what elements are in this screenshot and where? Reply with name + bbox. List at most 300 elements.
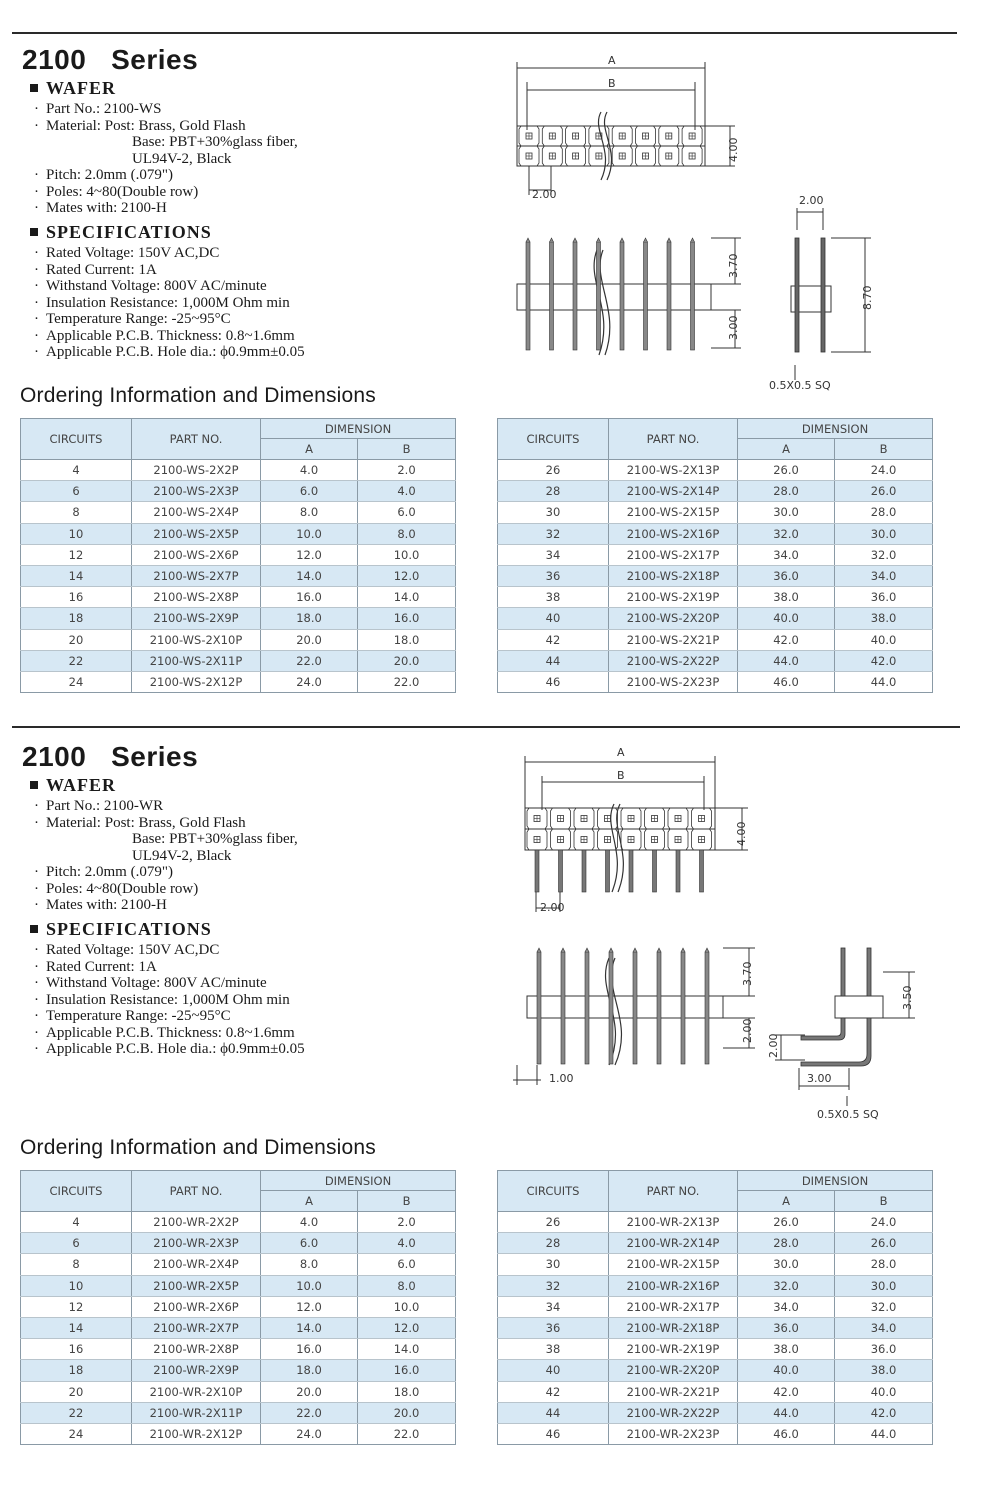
cell-b: 24.0 bbox=[835, 1212, 933, 1233]
cell-a: 16.0 bbox=[261, 1339, 358, 1360]
col-part-no: PART NO. bbox=[132, 1171, 261, 1212]
cell-circuits: 26 bbox=[498, 460, 609, 481]
dim-pitch-label: 2.00 bbox=[532, 188, 557, 201]
cell-b: 20.0 bbox=[358, 1402, 456, 1423]
cell-circuits: 32 bbox=[498, 523, 609, 544]
col-circuits: CIRCUITS bbox=[21, 419, 132, 460]
spec-item: · Applicable P.C.B. Thickness: 0.8~1.6mm bbox=[34, 327, 295, 344]
wafer-heading: WAFER bbox=[30, 775, 116, 796]
cell-part-no: 2100-WR-2X8P bbox=[132, 1339, 261, 1360]
wafer-item: · Pitch: 2.0mm (.079") bbox=[34, 864, 173, 880]
section-divider bbox=[12, 726, 960, 728]
ws-side-view-drawing bbox=[765, 190, 875, 395]
ordering-table-left bbox=[20, 1170, 456, 1445]
cell-a: 8.0 bbox=[261, 502, 358, 523]
table-row bbox=[498, 1402, 933, 1423]
cell-part-no: 2100-WR-2X5P bbox=[132, 1275, 261, 1296]
spec-item: · Temperature Range: -25~95°C bbox=[34, 1008, 231, 1024]
cell-part-no: 2100-WS-2X3P bbox=[132, 481, 261, 502]
cell-b: 4.0 bbox=[358, 1233, 456, 1254]
post-size-label: 0.5X0.5 SQ bbox=[817, 1108, 879, 1121]
col-b: B bbox=[835, 439, 933, 460]
specifications-list bbox=[34, 245, 305, 361]
cell-b: 10.0 bbox=[358, 1296, 456, 1317]
cell-part-no: 2100-WS-2X10P bbox=[132, 629, 261, 650]
ordering-title: Ordering Information and Dimensions bbox=[20, 384, 377, 407]
cell-a: 38.0 bbox=[738, 1339, 835, 1360]
cell-b: 10.0 bbox=[358, 544, 456, 565]
table-row bbox=[498, 587, 933, 608]
cell-a: 8.0 bbox=[261, 1254, 358, 1275]
wafer-item: · Mates with: 2100-H bbox=[34, 200, 167, 216]
table-row bbox=[498, 1212, 933, 1233]
cell-a: 44.0 bbox=[738, 1402, 835, 1423]
cell-circuits: 6 bbox=[21, 481, 132, 502]
cell-part-no: 2100-WR-2X9P bbox=[132, 1360, 261, 1381]
dim-offset-label: 1.00 bbox=[549, 1072, 574, 1085]
cell-b: 38.0 bbox=[835, 608, 933, 629]
cell-part-no: 2100-WR-2X6P bbox=[132, 1296, 261, 1317]
cell-circuits: 30 bbox=[498, 1254, 609, 1275]
cell-circuits: 42 bbox=[498, 629, 609, 650]
cell-a: 22.0 bbox=[261, 1402, 358, 1423]
cell-part-no: 2100-WR-2X13P bbox=[609, 1212, 738, 1233]
table-row bbox=[498, 460, 933, 481]
cell-circuits: 6 bbox=[21, 1233, 132, 1254]
table-row bbox=[498, 629, 933, 650]
dim-lower-label: 3.00 bbox=[727, 315, 740, 340]
col-a: A bbox=[738, 1191, 835, 1212]
cell-part-no: 2100-WS-2X21P bbox=[609, 629, 738, 650]
table-row bbox=[21, 460, 456, 481]
cell-a: 26.0 bbox=[738, 1212, 835, 1233]
table-row bbox=[498, 565, 933, 586]
cell-a: 20.0 bbox=[261, 1381, 358, 1402]
cell-part-no: 2100-WS-2X8P bbox=[132, 587, 261, 608]
dim-upper-label: 3.70 bbox=[741, 961, 754, 986]
table-row bbox=[21, 1233, 456, 1254]
cell-b: 14.0 bbox=[358, 1339, 456, 1360]
spec-item: · Insulation Resistance: 1,000M Ohm min bbox=[34, 294, 290, 311]
specifications-list bbox=[34, 942, 305, 1058]
square-bullet-icon bbox=[30, 925, 38, 933]
col-dimension: DIMENSION bbox=[738, 419, 933, 439]
table-row bbox=[21, 1381, 456, 1402]
table-row bbox=[498, 481, 933, 502]
cell-circuits: 14 bbox=[21, 565, 132, 586]
cell-part-no: 2100-WR-2X18P bbox=[609, 1317, 738, 1338]
spec-item: · Withstand Voltage: 800V AC/minute bbox=[34, 975, 267, 991]
table-row bbox=[21, 587, 456, 608]
side-height-label: 3.50 bbox=[901, 985, 914, 1010]
cell-a: 36.0 bbox=[738, 1317, 835, 1338]
cell-circuits: 42 bbox=[498, 1381, 609, 1402]
table-row bbox=[21, 1254, 456, 1275]
wafer-item: Base: PBT+30%glass fiber, bbox=[132, 134, 298, 150]
cell-b: 6.0 bbox=[358, 1254, 456, 1275]
cell-circuits: 12 bbox=[21, 1296, 132, 1317]
table-row bbox=[21, 1360, 456, 1381]
cell-part-no: 2100-WS-2X14P bbox=[609, 481, 738, 502]
ordering-table-right bbox=[497, 1170, 933, 1445]
cell-circuits: 10 bbox=[21, 1275, 132, 1296]
cell-part-no: 2100-WS-2X18P bbox=[609, 565, 738, 586]
table-row bbox=[21, 629, 456, 650]
spec-item: · Rated Voltage: 150V AC,DC bbox=[34, 245, 220, 261]
cell-circuits: 34 bbox=[498, 544, 609, 565]
cell-a: 38.0 bbox=[738, 587, 835, 608]
cell-part-no: 2100-WS-2X4P bbox=[132, 502, 261, 523]
table-row bbox=[21, 481, 456, 502]
cell-b: 40.0 bbox=[835, 1381, 933, 1402]
cell-b: 34.0 bbox=[835, 565, 933, 586]
col-dimension: DIMENSION bbox=[261, 1171, 456, 1191]
square-bullet-icon bbox=[30, 84, 38, 92]
cell-a: 6.0 bbox=[261, 1233, 358, 1254]
cell-a: 16.0 bbox=[261, 587, 358, 608]
cell-a: 28.0 bbox=[738, 481, 835, 502]
cell-a: 14.0 bbox=[261, 565, 358, 586]
ordering-table-right bbox=[497, 418, 933, 693]
cell-b: 26.0 bbox=[835, 1233, 933, 1254]
table-row bbox=[498, 1317, 933, 1338]
cell-b: 16.0 bbox=[358, 1360, 456, 1381]
ordering-title: Ordering Information and Dimensions bbox=[20, 1136, 377, 1159]
cell-circuits: 4 bbox=[21, 460, 132, 481]
spec-item: · Applicable P.C.B. Hole dia.: ϕ0.9mm±0.05 bbox=[34, 344, 305, 360]
cell-circuits: 8 bbox=[21, 1254, 132, 1275]
spec-item: · Applicable P.C.B. Thickness: 0.8~1.6mm bbox=[34, 1024, 295, 1041]
cell-b: 44.0 bbox=[835, 671, 933, 692]
cell-b: 32.0 bbox=[835, 544, 933, 565]
side-length-label: 3.00 bbox=[807, 1072, 832, 1085]
spec-item: · Applicable P.C.B. Hole dia.: ϕ0.9mm±0.05 bbox=[34, 1041, 305, 1057]
cell-circuits: 44 bbox=[498, 650, 609, 671]
cell-part-no: 2100-WR-2X7P bbox=[132, 1317, 261, 1338]
cell-a: 20.0 bbox=[261, 629, 358, 650]
cell-b: 8.0 bbox=[358, 523, 456, 544]
cell-b: 4.0 bbox=[358, 481, 456, 502]
cell-part-no: 2100-WR-2X20P bbox=[609, 1360, 738, 1381]
cell-part-no: 2100-WR-2X11P bbox=[132, 1402, 261, 1423]
table-row bbox=[21, 650, 456, 671]
cell-circuits: 36 bbox=[498, 1317, 609, 1338]
cell-b: 28.0 bbox=[835, 1254, 933, 1275]
cell-b: 26.0 bbox=[835, 481, 933, 502]
col-part-no: PART NO. bbox=[609, 419, 738, 460]
cell-a: 32.0 bbox=[738, 523, 835, 544]
cell-circuits: 24 bbox=[21, 671, 132, 692]
wafer-heading: WAFER bbox=[30, 78, 116, 99]
table-row bbox=[21, 1212, 456, 1233]
cell-circuits: 28 bbox=[498, 481, 609, 502]
cell-part-no: 2100-WS-2X15P bbox=[609, 502, 738, 523]
cell-part-no: 2100-WR-2X22P bbox=[609, 1402, 738, 1423]
table-row bbox=[498, 1339, 933, 1360]
dim-total-label: 8.70 bbox=[861, 285, 874, 310]
cell-circuits: 34 bbox=[498, 1296, 609, 1317]
cell-b: 22.0 bbox=[358, 1423, 456, 1444]
table-row bbox=[21, 565, 456, 586]
wafer-item: · Material: Post: Brass, Gold Flash bbox=[34, 117, 246, 134]
cell-part-no: 2100-WR-2X4P bbox=[132, 1254, 261, 1275]
cell-b: 20.0 bbox=[358, 650, 456, 671]
cell-part-no: 2100-WS-2X7P bbox=[132, 565, 261, 586]
cell-b: 24.0 bbox=[835, 460, 933, 481]
specifications-heading: SPECIFICATIONS bbox=[30, 222, 212, 243]
cell-circuits: 4 bbox=[21, 1212, 132, 1233]
wafer-list bbox=[34, 798, 298, 914]
wafer-item: · Poles: 4~80(Double row) bbox=[34, 880, 199, 897]
cell-circuits: 46 bbox=[498, 1423, 609, 1444]
spec-item: · Rated Voltage: 150V AC,DC bbox=[34, 942, 220, 958]
cell-b: 36.0 bbox=[835, 1339, 933, 1360]
cell-b: 8.0 bbox=[358, 1275, 456, 1296]
cell-a: 4.0 bbox=[261, 1212, 358, 1233]
cell-a: 42.0 bbox=[738, 629, 835, 650]
cell-circuits: 22 bbox=[21, 1402, 132, 1423]
cell-a: 42.0 bbox=[738, 1381, 835, 1402]
cell-part-no: 2100-WS-2X20P bbox=[609, 608, 738, 629]
table-row bbox=[21, 1296, 456, 1317]
cell-circuits: 24 bbox=[21, 1423, 132, 1444]
cell-a: 46.0 bbox=[738, 671, 835, 692]
cell-circuits: 14 bbox=[21, 1317, 132, 1338]
wafer-item: · Material: Post: Brass, Gold Flash bbox=[34, 814, 246, 831]
ordering-table-left bbox=[20, 418, 456, 693]
cell-a: 30.0 bbox=[738, 1254, 835, 1275]
table-row bbox=[498, 1254, 933, 1275]
cell-a: 18.0 bbox=[261, 1360, 358, 1381]
cell-a: 24.0 bbox=[261, 1423, 358, 1444]
col-dimension: DIMENSION bbox=[261, 419, 456, 439]
cell-circuits: 38 bbox=[498, 587, 609, 608]
cell-a: 6.0 bbox=[261, 481, 358, 502]
col-part-no: PART NO. bbox=[132, 419, 261, 460]
post-size-label: 0.5X0.5 SQ bbox=[769, 379, 831, 392]
cell-part-no: 2100-WS-2X13P bbox=[609, 460, 738, 481]
cell-part-no: 2100-WR-2X21P bbox=[609, 1381, 738, 1402]
cell-part-no: 2100-WR-2X14P bbox=[609, 1233, 738, 1254]
cell-b: 18.0 bbox=[358, 629, 456, 650]
cell-a: 4.0 bbox=[261, 460, 358, 481]
table-row bbox=[498, 1296, 933, 1317]
cell-a: 36.0 bbox=[738, 565, 835, 586]
cell-circuits: 36 bbox=[498, 565, 609, 586]
wr-top-view-drawing bbox=[490, 742, 760, 922]
cell-b: 22.0 bbox=[358, 671, 456, 692]
ws-front-view-drawing bbox=[505, 230, 755, 360]
col-a: A bbox=[738, 439, 835, 460]
table-row bbox=[21, 523, 456, 544]
table-row bbox=[21, 1423, 456, 1444]
wafer-item: · Part No.: 2100-WS bbox=[34, 101, 162, 117]
dim-pitch-label: 2.00 bbox=[540, 901, 565, 914]
col-b: B bbox=[358, 439, 456, 460]
cell-a: 24.0 bbox=[261, 671, 358, 692]
table-row bbox=[498, 650, 933, 671]
cell-a: 30.0 bbox=[738, 502, 835, 523]
cell-a: 22.0 bbox=[261, 650, 358, 671]
cell-b: 12.0 bbox=[358, 1317, 456, 1338]
cell-a: 40.0 bbox=[738, 1360, 835, 1381]
cell-a: 44.0 bbox=[738, 650, 835, 671]
cell-circuits: 20 bbox=[21, 1381, 132, 1402]
cell-part-no: 2100-WR-2X17P bbox=[609, 1296, 738, 1317]
col-circuits: CIRCUITS bbox=[498, 419, 609, 460]
cell-part-no: 2100-WS-2X5P bbox=[132, 523, 261, 544]
cell-a: 28.0 bbox=[738, 1233, 835, 1254]
specifications-heading: SPECIFICATIONS bbox=[30, 919, 212, 940]
wr-side-view-drawing bbox=[755, 940, 915, 1125]
table-row bbox=[498, 1360, 933, 1381]
cell-a: 32.0 bbox=[738, 1275, 835, 1296]
cell-a: 10.0 bbox=[261, 1275, 358, 1296]
cell-part-no: 2100-WS-2X23P bbox=[609, 671, 738, 692]
table-row bbox=[21, 1317, 456, 1338]
table-row bbox=[498, 608, 933, 629]
wafer-item: · Poles: 4~80(Double row) bbox=[34, 183, 199, 200]
cell-part-no: 2100-WR-2X2P bbox=[132, 1212, 261, 1233]
spec-item: · Insulation Resistance: 1,000M Ohm min bbox=[34, 991, 290, 1008]
cell-a: 14.0 bbox=[261, 1317, 358, 1338]
cell-circuits: 22 bbox=[21, 650, 132, 671]
square-bullet-icon bbox=[30, 781, 38, 789]
wafer-item: · Mates with: 2100-H bbox=[34, 897, 167, 913]
cell-circuits: 20 bbox=[21, 629, 132, 650]
cell-b: 2.0 bbox=[358, 1212, 456, 1233]
cell-part-no: 2100-WS-2X11P bbox=[132, 650, 261, 671]
spec-item: · Rated Current: 1A bbox=[34, 261, 157, 278]
cell-b: 38.0 bbox=[835, 1360, 933, 1381]
dim-height-label: 4.00 bbox=[727, 137, 740, 162]
cell-circuits: 10 bbox=[21, 523, 132, 544]
table-row bbox=[498, 1423, 933, 1444]
cell-part-no: 2100-WR-2X19P bbox=[609, 1339, 738, 1360]
cell-circuits: 18 bbox=[21, 1360, 132, 1381]
dim-lower-label: 2.00 bbox=[741, 1018, 754, 1043]
cell-b: 30.0 bbox=[835, 523, 933, 544]
square-bullet-icon bbox=[30, 228, 38, 236]
cell-a: 46.0 bbox=[738, 1423, 835, 1444]
cell-circuits: 8 bbox=[21, 502, 132, 523]
cell-b: 2.0 bbox=[358, 460, 456, 481]
cell-b: 32.0 bbox=[835, 1296, 933, 1317]
cell-circuits: 44 bbox=[498, 1402, 609, 1423]
table-row bbox=[498, 502, 933, 523]
cell-b: 18.0 bbox=[358, 1381, 456, 1402]
cell-b: 42.0 bbox=[835, 1402, 933, 1423]
table-row bbox=[498, 1275, 933, 1296]
cell-b: 40.0 bbox=[835, 629, 933, 650]
cell-b: 36.0 bbox=[835, 587, 933, 608]
cell-b: 16.0 bbox=[358, 608, 456, 629]
cell-b: 28.0 bbox=[835, 502, 933, 523]
table-row bbox=[498, 671, 933, 692]
spec-item: · Withstand Voltage: 800V AC/minute bbox=[34, 278, 267, 294]
col-a: A bbox=[261, 1191, 358, 1212]
table-row bbox=[21, 1339, 456, 1360]
cell-b: 14.0 bbox=[358, 587, 456, 608]
cell-circuits: 26 bbox=[498, 1212, 609, 1233]
table-row bbox=[21, 1275, 456, 1296]
section-divider bbox=[12, 32, 957, 34]
cell-circuits: 12 bbox=[21, 544, 132, 565]
cell-circuits: 38 bbox=[498, 1339, 609, 1360]
cell-a: 10.0 bbox=[261, 523, 358, 544]
cell-b: 30.0 bbox=[835, 1275, 933, 1296]
dim-height-label: 4.00 bbox=[735, 821, 748, 846]
table-row bbox=[21, 1402, 456, 1423]
cell-circuits: 28 bbox=[498, 1233, 609, 1254]
dim-b-label: B bbox=[608, 77, 616, 90]
dim-b-label: B bbox=[617, 769, 625, 782]
cell-part-no: 2100-WS-2X9P bbox=[132, 608, 261, 629]
cell-part-no: 2100-WR-2X15P bbox=[609, 1254, 738, 1275]
cell-circuits: 18 bbox=[21, 608, 132, 629]
cell-a: 34.0 bbox=[738, 1296, 835, 1317]
col-part-no: PART NO. bbox=[609, 1171, 738, 1212]
col-b: B bbox=[358, 1191, 456, 1212]
dim-a-label: A bbox=[617, 746, 625, 759]
cell-circuits: 46 bbox=[498, 671, 609, 692]
cell-part-no: 2100-WR-2X12P bbox=[132, 1423, 261, 1444]
cell-part-no: 2100-WS-2X12P bbox=[132, 671, 261, 692]
wafer-list bbox=[34, 101, 298, 217]
cell-part-no: 2100-WS-2X22P bbox=[609, 650, 738, 671]
table-row bbox=[21, 502, 456, 523]
cell-a: 18.0 bbox=[261, 608, 358, 629]
cell-a: 34.0 bbox=[738, 544, 835, 565]
cell-part-no: 2100-WS-2X19P bbox=[609, 587, 738, 608]
cell-a: 26.0 bbox=[738, 460, 835, 481]
cell-a: 40.0 bbox=[738, 608, 835, 629]
cell-b: 42.0 bbox=[835, 650, 933, 671]
cell-a: 12.0 bbox=[261, 1296, 358, 1317]
series-title: 2100 Series bbox=[22, 741, 199, 772]
table-row bbox=[21, 671, 456, 692]
cell-part-no: 2100-WS-2X2P bbox=[132, 460, 261, 481]
cell-part-no: 2100-WR-2X10P bbox=[132, 1381, 261, 1402]
cell-part-no: 2100-WS-2X17P bbox=[609, 544, 738, 565]
cell-circuits: 16 bbox=[21, 587, 132, 608]
wafer-item: · Pitch: 2.0mm (.079") bbox=[34, 167, 173, 183]
cell-circuits: 32 bbox=[498, 1275, 609, 1296]
table-row bbox=[498, 523, 933, 544]
cell-b: 44.0 bbox=[835, 1423, 933, 1444]
wafer-item: UL94V-2, Black bbox=[132, 847, 232, 864]
cell-b: 12.0 bbox=[358, 565, 456, 586]
cell-part-no: 2100-WR-2X3P bbox=[132, 1233, 261, 1254]
series-title: 2100 Series bbox=[22, 44, 199, 75]
cell-b: 6.0 bbox=[358, 502, 456, 523]
ws-top-view-drawing bbox=[505, 50, 765, 210]
wr-front-view-drawing bbox=[505, 940, 765, 1090]
side-vertical-label: 2.00 bbox=[767, 1033, 780, 1058]
cell-a: 12.0 bbox=[261, 544, 358, 565]
side-pitch-label: 2.00 bbox=[799, 194, 824, 207]
col-b: B bbox=[835, 1191, 933, 1212]
wafer-item: · Part No.: 2100-WR bbox=[34, 798, 164, 814]
cell-circuits: 16 bbox=[21, 1339, 132, 1360]
cell-circuits: 40 bbox=[498, 608, 609, 629]
col-dimension: DIMENSION bbox=[738, 1171, 933, 1191]
col-circuits: CIRCUITS bbox=[21, 1171, 132, 1212]
spec-item: · Rated Current: 1A bbox=[34, 958, 157, 975]
spec-item: · Temperature Range: -25~95°C bbox=[34, 311, 231, 327]
dim-a-label: A bbox=[608, 54, 616, 67]
col-a: A bbox=[261, 439, 358, 460]
